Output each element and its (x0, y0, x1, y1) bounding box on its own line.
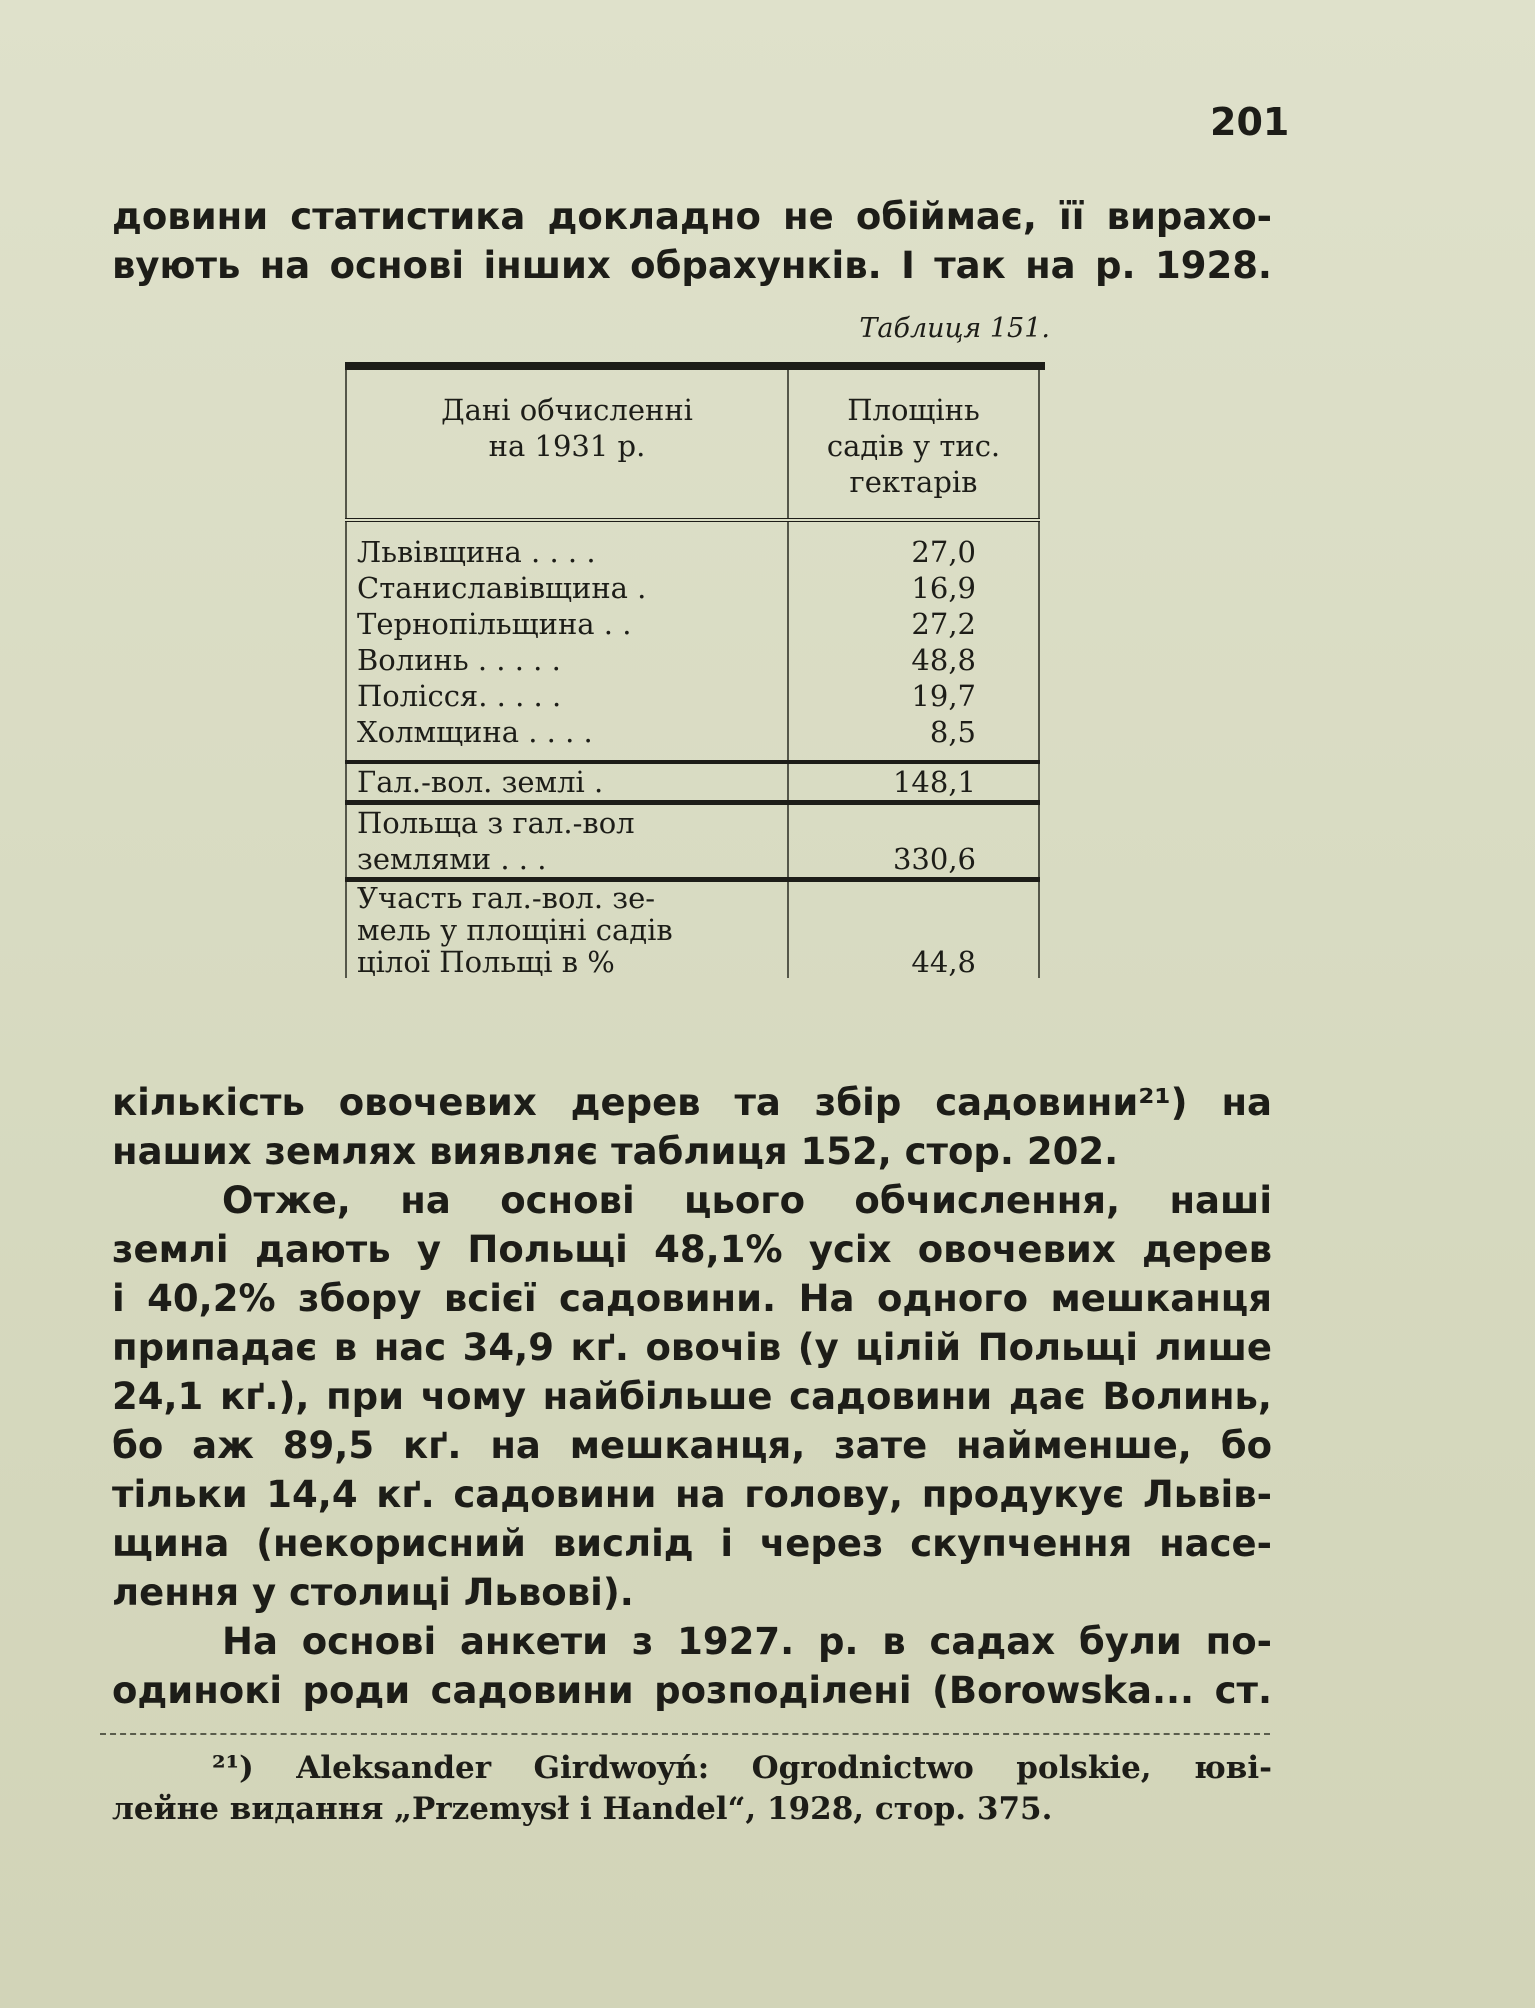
text-line: кількість овочевих дерев та збір садовини²¹) на (112, 1081, 1272, 1124)
table-top-rule (345, 362, 1045, 370)
region-value: 19,7 (911, 679, 976, 713)
text-line: довини статистика докладно не обіймає, її вирахо- (112, 195, 1272, 238)
poland-value: 330,6 (788, 803, 1039, 880)
text-line: На основі анкети з 1927. р. в садах були по- (222, 1620, 1272, 1663)
footnote-divider (100, 1733, 1270, 1735)
table-body-rows (346, 520, 1039, 762)
region-name: Тернопільщина . . (357, 607, 632, 641)
poland-row (346, 803, 1039, 880)
bottom-paragraph (112, 1078, 1272, 1715)
text-line: припадає в нас 34,9 кґ. овочів (у цілій Польщі лише (112, 1326, 1272, 1369)
header-col-area: Площінь садів у тис. гектарів (788, 370, 1039, 520)
total-label: Гал.-вол. землі . (346, 762, 788, 803)
region-name: Станиславівщина . (357, 571, 647, 605)
text-line: тільки 14,4 кґ. садовини на голову, продукує Львів- (112, 1473, 1272, 1516)
region-value: 48,8 (911, 643, 976, 677)
region-name: Холмщина . . . . (357, 715, 593, 749)
text-line: і 40,2% збору всієї садовини. На одного мешканця (112, 1277, 1272, 1320)
region-value: 27,2 (911, 607, 976, 641)
text-line: наших землях виявляє таблиця 152, стор. 202. (112, 1130, 1119, 1173)
total-value: 148,1 (788, 762, 1039, 803)
region-names (346, 520, 788, 762)
top-paragraph (112, 192, 1272, 290)
region-name: Львівщина . . . . (357, 535, 596, 569)
poland-label: Польща з гал.-вол землями . . . (346, 803, 788, 880)
footnote (112, 1748, 1272, 1830)
header-col-region: Дані обчисленні на 1931 р. (346, 370, 788, 520)
text-line: одинокі роди садовини розподілені (Borowska... ст. (112, 1669, 1272, 1712)
footnote-line: лейне видання „Przemysł i Handel“, 1928, стор. 375. (112, 1791, 1053, 1827)
text-line: вують на основі інших обрахунків. І так на р. 1928. (112, 244, 1272, 287)
text-line: землі дають у Польщі 48,1% усіх овочевих дерев (112, 1228, 1272, 1271)
share-value: 44,8 (788, 880, 1039, 979)
region-value: 27,0 (911, 535, 976, 569)
share-row (346, 880, 1039, 979)
orchard-area-table (345, 362, 1045, 978)
table-header-row (346, 370, 1039, 520)
text-line: 24,1 кґ.), при чому найбільше садовини дає Волинь, (112, 1375, 1272, 1418)
region-values (788, 520, 1039, 762)
share-label: Участь гал.-вол. зе- мель у площіні садів цілої Польщі в % (346, 880, 788, 979)
page-number: 201 (1210, 100, 1290, 144)
text-line: бо аж 89,5 кґ. на мешканця, зате найменше, бо (112, 1424, 1272, 1467)
table-caption: Таблиця 151. (859, 313, 1050, 344)
text-line: щина (некорисний вислід і через скупчення насе- (112, 1522, 1272, 1565)
region-value: 8,5 (929, 715, 976, 749)
region-value: 16,9 (911, 571, 976, 605)
text-line: Отже, на основі цього обчислення, наші (222, 1179, 1272, 1222)
footnote-line: ²¹) Aleksander Girdwoyń: Ogrodnictwo polskie, юві- (212, 1750, 1272, 1786)
total-row (346, 762, 1039, 803)
region-name: Волинь . . . . . (357, 643, 561, 677)
text-line: лення у столиці Львові). (112, 1571, 634, 1614)
region-name: Полісся. . . . . (357, 679, 562, 713)
